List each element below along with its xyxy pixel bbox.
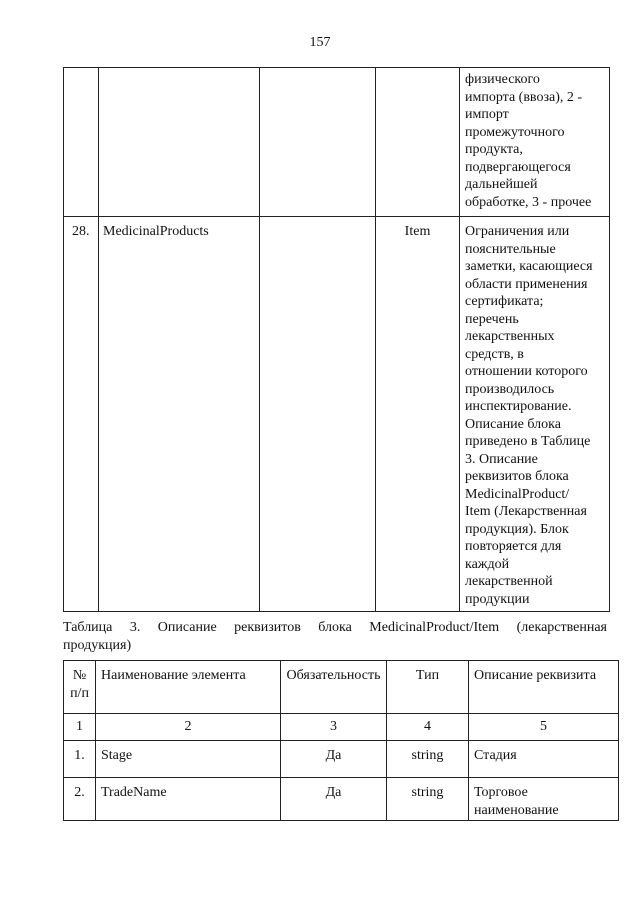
- row-number-cell: [64, 217, 99, 612]
- required-cell: Да: [281, 741, 387, 778]
- row-number-cell: 2.: [64, 778, 96, 821]
- description-text: физического импорта (ввоза), 2 - импорт промежуточного продукта, подвергающегося дальнейшей обработке, 3 - прочее: [465, 72, 592, 210]
- description-cell: Стадия: [469, 741, 619, 778]
- description-text: Торговое наименование: [474, 785, 559, 818]
- row-number-cell: [64, 68, 99, 217]
- element-name-cell: Stage: [96, 741, 281, 778]
- description-cell: [460, 68, 610, 217]
- row-number: 28.: [72, 224, 90, 239]
- header-type: Тип: [387, 661, 469, 714]
- column-index-row: [64, 714, 619, 741]
- required-cell: [260, 68, 376, 217]
- description-text: Ограничения или пояснительные заметки, касающиеся области применения сертификата; перечень лекарственных средств, в отношении которого производилось инспектирование. Описание блока приведено в Таблице 3. Описание реквизитов блока MedicinalProduct/ Item (Лекарственная продукция). Блок повторяется для каждой лекарственной продукции: [465, 224, 593, 607]
- type-cell: string: [387, 778, 469, 821]
- type-cell: [376, 68, 460, 217]
- header-row-number-text: № п/п: [70, 668, 89, 701]
- table-caption-continuation: продукция): [63, 638, 132, 653]
- table-row: [64, 741, 619, 778]
- element-name-cell: TradeName: [96, 778, 281, 821]
- column-index: 4: [387, 714, 469, 741]
- header-required: Обязательность: [281, 661, 387, 714]
- column-index: 2: [96, 714, 281, 741]
- page-number: 157: [309, 35, 331, 50]
- required-cell: [260, 217, 376, 612]
- table-caption: Таблица 3. Описание реквизитов блока MedicinalProduct/Item (лекарственная: [63, 620, 607, 635]
- element-type: Item: [404, 224, 431, 239]
- description-cell: [469, 778, 619, 821]
- table-row: [64, 217, 610, 612]
- header-row-number: [64, 661, 96, 714]
- column-index: 3: [281, 714, 387, 741]
- certificate-fields-table-continuation: [63, 67, 610, 612]
- medicinal-product-fields-table: [63, 660, 619, 821]
- column-index: 5: [469, 714, 619, 741]
- description-cell: [460, 217, 610, 612]
- row-number-cell: 1.: [64, 741, 96, 778]
- header-description: Описание реквизита: [469, 661, 619, 714]
- type-cell: string: [387, 741, 469, 778]
- table-row: [64, 68, 610, 217]
- header-element-name: Наименование элемента: [96, 661, 281, 714]
- element-name: MedicinalProducts: [103, 224, 209, 239]
- required-cell: Да: [281, 778, 387, 821]
- element-name-cell: [99, 217, 260, 612]
- table-header-row: [64, 661, 619, 714]
- element-name-cell: [99, 68, 260, 217]
- table-row: [64, 778, 619, 821]
- type-cell: [376, 217, 460, 612]
- column-index: 1: [64, 714, 96, 741]
